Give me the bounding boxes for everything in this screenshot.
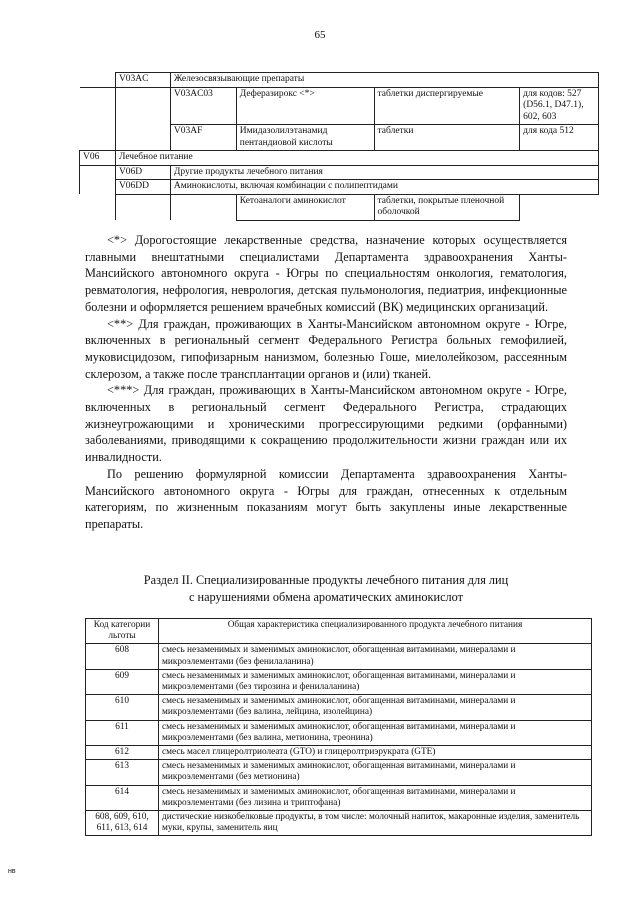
- product-description: смесь незаменимых и заменимых аминокислот, обогащенная витаминами, минералами и микроэлементами (без тирозина и фенилаланина): [159, 669, 592, 694]
- table-row: [86, 785, 592, 810]
- table-row: [80, 151, 599, 166]
- category-code: 609: [86, 669, 159, 694]
- table-row: [86, 746, 592, 760]
- table-row: [80, 87, 599, 125]
- drug-name: Кетоаналоги аминокислот: [236, 194, 374, 220]
- category-code: 610: [86, 695, 159, 720]
- usage-note: для кодов: 527 (D56.1, D47.1), 602, 603: [520, 87, 599, 125]
- table-header-row: [86, 619, 592, 644]
- product-description: смесь незаменимых и заменимых аминокислот, обогащенная витаминами, минералами и микроэлементами (без метионина): [159, 760, 592, 785]
- table-row: [86, 695, 592, 720]
- table-row: [86, 720, 592, 745]
- drug-name: Имидазолилэтанамид пентандиовой кислоты: [236, 125, 374, 151]
- atc-code: V06D: [115, 165, 170, 180]
- table-row: [80, 180, 599, 195]
- footnotes: [85, 232, 567, 533]
- atc-name: Другие продукты лечебного питания: [170, 165, 598, 180]
- product-description: смесь незаменимых и заменимых аминокислот, обогащенная витаминами, минералами и микроэлементами (без валина, метионина, треонина): [159, 720, 592, 745]
- product-description: смесь незаменимых и заменимых аминокислот, обогащенная витаминами, минералами и микроэлементами (без валина, лейцина, изолейцина): [159, 695, 592, 720]
- atc-name: Аминокислоты, включая комбинации с полипептидами: [170, 180, 598, 195]
- table-row: [80, 125, 599, 151]
- atc-code: V06DD: [115, 180, 170, 195]
- page-number: 65: [314, 29, 326, 41]
- category-code: 608, 609, 610, 611, 613, 614: [86, 811, 159, 836]
- atc-name: Лечебное питание: [115, 151, 598, 166]
- footnote-single-asterisk: <*> Дорогостоящие лекарственные средства, назначение которых осуществляется главными внештатными специалистами Департамента здравоохранения Ханты-Мансийского автономного округа - Югры по специальностям онкология, гематология, ревматология, нефрология, неврология, детская пульмонология, педиатрия, инфекционные болезни и оформляется решением врачебных комиссий (ВК) медицинских организаций.: [85, 233, 567, 314]
- table-row: [86, 669, 592, 694]
- product-description: смесь незаменимых и заменимых аминокислот, обогащенная витаминами, минералами и микроэлементами (без фенилаланина): [159, 644, 592, 669]
- usage-note: для кода 512: [520, 125, 599, 151]
- footer-mark: нв: [8, 868, 16, 875]
- section-title: [85, 572, 567, 605]
- footnote-triple-asterisk: <***> Для граждан, проживающих в Ханты-Мансийском автономном округе - Югре, включенных в региональный сегмент Федерального Регистра, страдающих жизнеугрожающими и хроническими прогрессирующими редкими (орфанными) заболеваниями, приводящими к сокращению продолжительности жизни граждан или их инвалидности.: [85, 383, 567, 465]
- atc-code: V03AC: [115, 73, 170, 88]
- atc-name: Железосвязывающие препараты: [170, 73, 598, 88]
- table-row: [86, 644, 592, 669]
- product-description: смесь масел глицеролтриолеата (GTO) и глицеролтриэрукрата (GTE): [159, 746, 592, 760]
- table-row: [86, 760, 592, 785]
- dosage-form: таблетки: [374, 125, 520, 151]
- dosage-form: таблетки диспергируемые: [374, 87, 520, 125]
- column-header-code: Код категории льготы: [86, 619, 159, 644]
- formulary-commission-note: По решению формулярной комиссии Департамента здравоохранения Ханты-Мансийского автономного округа - Югры для граждан, отнесенных к отдельным категориям, по жизненным показаниям могут быть закуплены иные лекарственные препараты.: [85, 466, 567, 531]
- atc-code: V03AF: [170, 125, 236, 151]
- category-code: 612: [86, 746, 159, 760]
- product-description: дистические низкобелковые продукты, в том числе: молочный напиток, макаронные изделия, заменитель муки, крупы, заменитель яиц: [159, 811, 592, 836]
- atc-code: V03AC03: [170, 87, 236, 125]
- table-row: [80, 165, 599, 180]
- product-description: смесь незаменимых и заменимых аминокислот, обогащенная витаминами, минералами и микроэлементами (без лизина и триптофана): [159, 785, 592, 810]
- nutrition-products-table: [85, 618, 592, 836]
- footnote-double-asterisk: <**> Для граждан, проживающих в Ханты-Мансийском автономном округе - Югре, включенных в региональный сегмент Федерального Регистра больных гемофилией, муковисцидозом, гипофизарным нанизмом, болезнью Гоше, миелолейкозом, рассеянным склерозом, а также после трансплантации органов и (или) тканей.: [85, 316, 567, 381]
- table-row: [86, 811, 592, 836]
- category-code: 613: [86, 760, 159, 785]
- drug-table: [79, 72, 599, 221]
- section-title-line-2: с нарушениями обмена ароматических аминокислот: [188, 589, 464, 604]
- section-title-line-1: Раздел II. Специализированные продукты лечебного питания для лиц: [143, 573, 509, 587]
- category-code: 614: [86, 785, 159, 810]
- atc-code: V06: [80, 151, 116, 166]
- table-row: [80, 194, 599, 220]
- drug-name: Деферазирокс <*>: [236, 87, 374, 125]
- table-row: [80, 73, 599, 88]
- category-code: 611: [86, 720, 159, 745]
- category-code: 608: [86, 644, 159, 669]
- column-header-description: Общая характеристика специализированного продукта лечебного питания: [159, 619, 592, 644]
- dosage-form: таблетки, покрытые пленочной оболочкой: [374, 194, 520, 220]
